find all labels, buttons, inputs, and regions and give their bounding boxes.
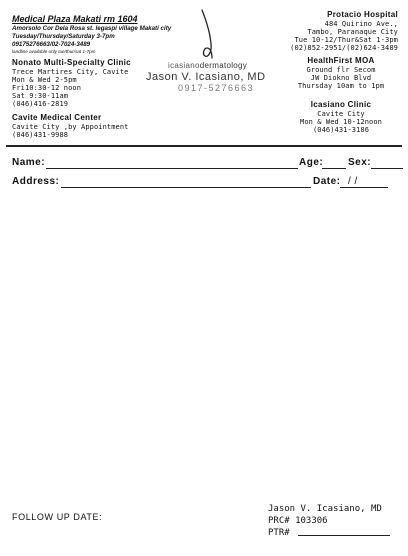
cavite-clinic-title: Cavite Medical Center [12, 113, 102, 122]
sex-field[interactable] [371, 168, 403, 169]
date-field[interactable] [340, 187, 388, 188]
nonato-clinic-line: (046)416-2819 [12, 100, 69, 108]
doctor-phone: 0917-5276663 [178, 83, 255, 93]
follow-up-label: FOLLOW UP DATE: [12, 512, 103, 522]
main-clinic-schedule: Tuesday/Thursday/Saturday 3-7pm [12, 33, 115, 40]
nonato-clinic-line: Trece Martires City, Cavite [12, 68, 129, 76]
signature-block [268, 503, 382, 539]
main-clinic-title: Medical Plaza Makati rm 1604 [12, 14, 138, 24]
icasiano-clinic-block [280, 100, 402, 134]
logo-suffix: dermatology [199, 61, 248, 70]
main-clinic-block [12, 14, 171, 55]
logo-prefix: icasiano [168, 61, 200, 70]
protacio-hospital-line: Tambo, Paranaque City [307, 28, 398, 36]
nonato-clinic-line: Mon & Wed 2-5pm [12, 76, 77, 84]
main-clinic-phone: 09175276663/02-7024-3489 [12, 41, 91, 48]
healthfirst-line: Ground flr Secom [306, 66, 376, 74]
nonato-clinic-line: Sat 9:30-11am [12, 92, 69, 100]
nonato-clinic-line: Fri10:30-12 noon [12, 84, 82, 92]
protacio-hospital-line: (02)852-2951/(02)624-3489 [290, 44, 398, 52]
date-label: Date: [313, 176, 341, 187]
clinic-logo-text [168, 61, 247, 70]
icasiano-clinic-title: Icasiano Clinic [310, 100, 372, 109]
healthfirst-line: JW Diokno Blvd [310, 74, 372, 82]
header-divider [6, 145, 402, 147]
name-label: Name: [12, 157, 46, 168]
age-field[interactable] [322, 168, 346, 169]
address-field[interactable] [61, 187, 311, 188]
address-label: Address: [12, 176, 60, 187]
protacio-hospital-line: Tue 10-12/Thur&Sat 1-3pm [294, 36, 398, 44]
main-clinic-note: landline available only tue/thur/sat 1-7pm [12, 49, 96, 54]
icasiano-clinic-line: Mon & Wed 10-12noon [300, 118, 382, 126]
main-clinic-address: Amorsolo Cor Dela Rosa st. legaspi village Makati city [12, 25, 172, 32]
healthfirst-title: HealthFirst MOA [307, 56, 375, 65]
hair-follicle-icon [196, 8, 224, 64]
icasiano-clinic-line: (046)431-3186 [312, 126, 370, 134]
sex-label: Sex: [348, 157, 372, 168]
prc-number: PRC# 103306 [268, 516, 328, 526]
date-placeholder: / / [348, 176, 358, 187]
name-field[interactable] [46, 168, 298, 169]
protacio-hospital-title: Protacio Hospital [327, 10, 398, 19]
cavite-clinic-line: Cavite City ,by Appointment [12, 123, 129, 131]
doctor-name: Jason V. Icasiano, MD [146, 71, 266, 83]
protacio-hospital-block [290, 10, 398, 52]
healthfirst-block [280, 56, 402, 90]
age-label: Age: [299, 157, 324, 168]
nonato-clinic-title: Nonato Multi-Specialty Clinic [12, 58, 131, 67]
icasiano-clinic-line: Cavite City [317, 110, 365, 118]
cavite-clinic-block [12, 113, 129, 139]
ptr-field[interactable] [298, 535, 390, 536]
ptr-label: PTR# [268, 528, 290, 538]
cavite-clinic-line: (046)431-9988 [12, 131, 69, 139]
signature-name: Jason V. Icasiano, MD [268, 504, 382, 514]
healthfirst-line: Thursday 10am to 1pm [297, 82, 385, 90]
protacio-hospital-line: 484 Quirino Ave., [324, 20, 398, 28]
nonato-clinic-block [12, 58, 131, 108]
